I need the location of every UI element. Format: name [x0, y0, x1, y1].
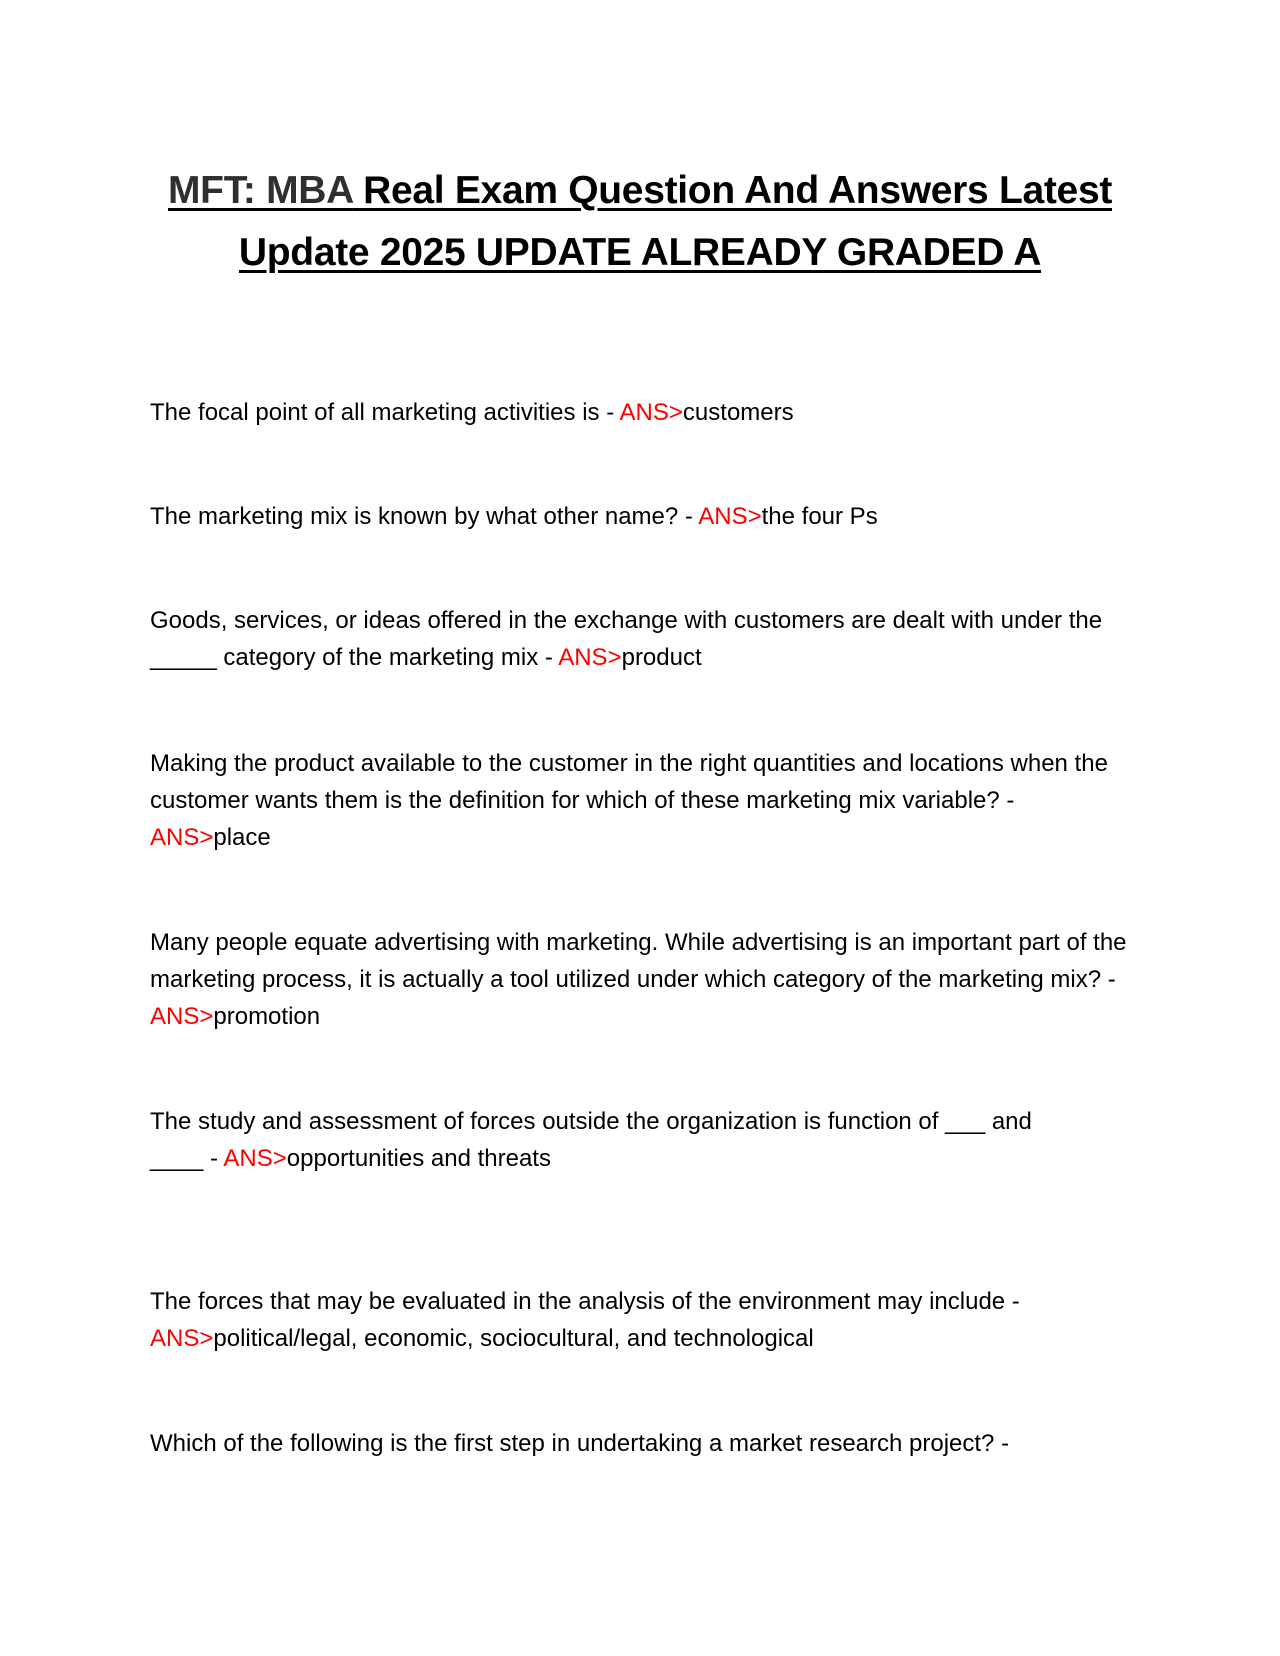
- qa-item-1: [150, 394, 1140, 431]
- answer-text: promotion: [213, 1003, 321, 1030]
- question-text: Making the product available to the customer in the right quantities and locations when the customer wants them is the definition for which of these marketing mix variable? -: [150, 750, 1108, 814]
- qa-item-5: [150, 924, 1140, 1035]
- answer-marker: ANS>: [150, 1325, 214, 1352]
- qa-item-8: [150, 1425, 1140, 1462]
- answer-text: the four Ps: [761, 503, 878, 530]
- answer-marker: ANS>: [698, 503, 762, 530]
- answer-text: opportunities and threats: [286, 1145, 551, 1172]
- title-main: Real Exam Question And Answers Latest Update 2025 UPDATE ALREADY GRADED A: [238, 169, 1113, 274]
- question-text: The focal point of all marketing activities is -: [150, 399, 620, 426]
- answer-marker: ANS>: [150, 824, 214, 851]
- answer-text: place: [213, 824, 271, 851]
- qa-item-2: [150, 498, 1140, 535]
- title-prefix: MFT: MBA: [167, 169, 353, 212]
- answer-marker: ANS>: [150, 1003, 214, 1030]
- answer-text: product: [621, 644, 702, 671]
- answer-marker: ANS>: [223, 1145, 287, 1172]
- answer-marker: ANS>: [558, 644, 622, 671]
- question-text: The marketing mix is known by what other name? -: [150, 503, 699, 530]
- answer-marker: ANS>: [619, 399, 683, 426]
- question-text-line-1: The study and assessment of forces outside the organization is function of ___ and: [150, 1108, 1032, 1135]
- answer-text: political/legal, economic, sociocultural, and technological: [213, 1325, 814, 1352]
- qa-item-3: [150, 602, 1140, 676]
- qa-item-4: [150, 745, 1140, 856]
- question-text: Which of the following is the first step in undertaking a market research project? -: [150, 1430, 1010, 1457]
- qa-item-7: [150, 1283, 1140, 1357]
- question-text: Goods, services, or ideas offered in the exchange with customers are dealt with under the _____ category of the marketing mix -: [150, 607, 1103, 671]
- answer-text: customers: [682, 399, 794, 426]
- question-text: The forces that may be evaluated in the analysis of the environment may include -: [150, 1288, 1020, 1315]
- qa-item-6: [150, 1103, 1140, 1177]
- question-text-line-2: ____ -: [150, 1145, 224, 1172]
- document-title: [140, 160, 1140, 284]
- question-text: Many people equate advertising with marketing. While advertising is an important part of the marketing process, it is actually a tool utilized under which category of the marketing mix? -: [150, 929, 1127, 993]
